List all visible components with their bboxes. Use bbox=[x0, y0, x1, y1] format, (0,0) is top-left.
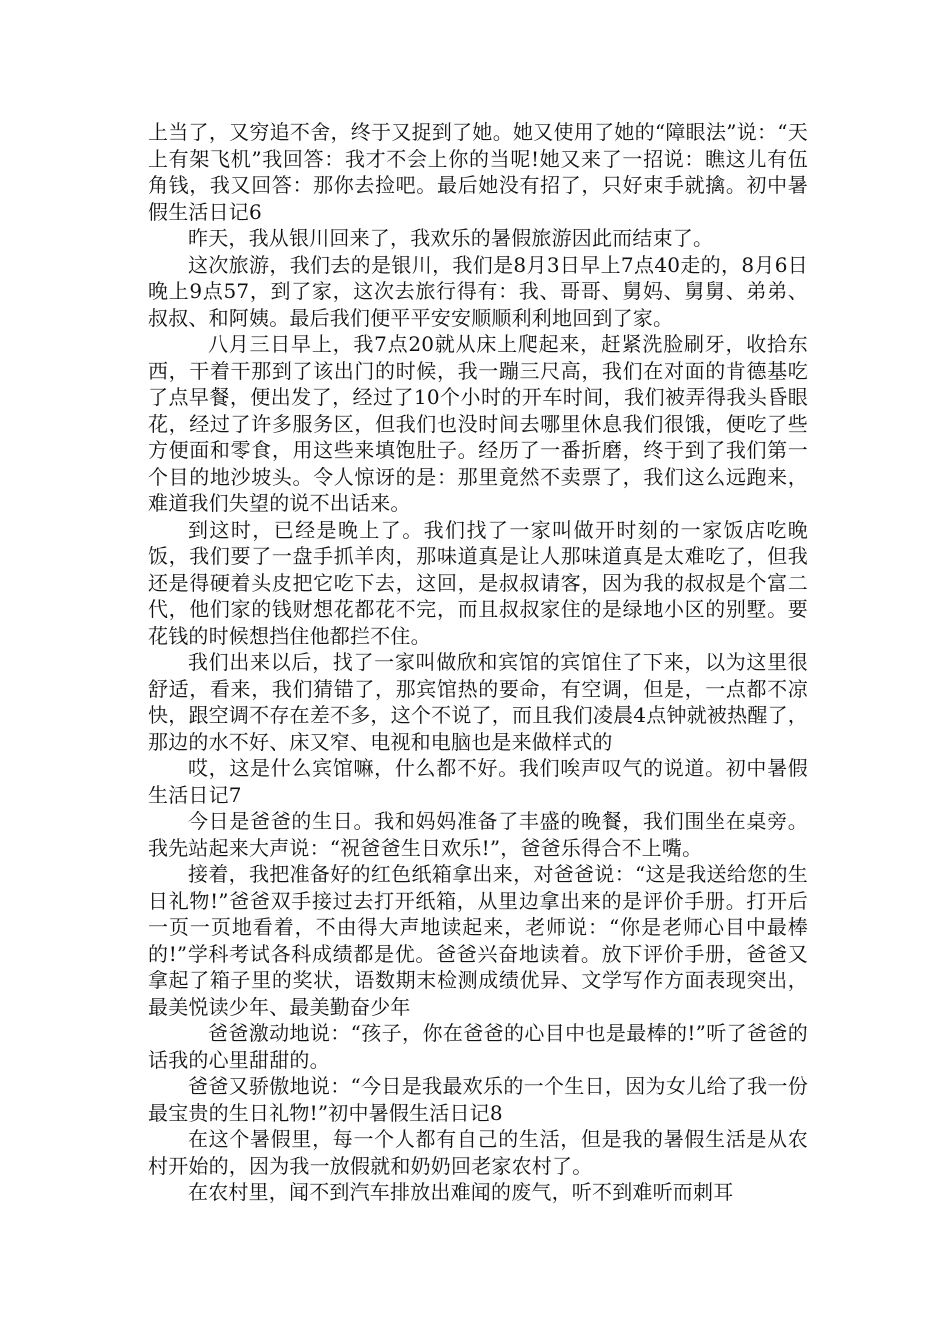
paragraph: 这次旅游，我们去的是银川，我们是8月3日早上7点40走的，8月6日晚上9点57，到了家，这次去旅行得有：我、哥哥、舅妈、舅舅、弟弟、叔叔、和阿姨。最后我们便平平安安顺顺利利地回到了家。 bbox=[148, 252, 808, 330]
paragraph: 爸爸激动地说：“孩子，你在爸爸的心目中也是最棒的!”听了爸爸的话我的心里甜甜的。 bbox=[148, 1021, 808, 1072]
paragraph: 在这个暑假里，每一个人都有自己的生活，但是我的暑假生活是从农村开始的，因为我一放假就和奶奶回老家农村了。 bbox=[148, 1127, 808, 1178]
paragraph: 八月三日早上，我7点20就从床上爬起来，赶紧洗脸刷牙，收拾东西，干着干那到了该出门的时候，我一蹦三尺高，我们在对面的肯德基吃了点早餐，便出发了，经过了10个小时的开车时间，我们被弄得我头昏眼花，经过了许多服务区，但我们也没时间去哪里休息我们很饿，便吃了些方便面和零食，用这些来填饱肚子。经历了一番折磨，终于到了我们第一个目的地沙坡头。令人惊讶的是：那里竟然不卖票了，我们这么远跑来，难道我们失望的说不出话来。 bbox=[148, 332, 808, 515]
paragraph: 昨天，我从银川回来了，我欢乐的暑假旅游因此而结束了。 bbox=[188, 226, 714, 250]
paragraph: 爸爸又骄傲地说：“今日是我最欢乐的一个生日，因为女儿给了我一份最宝贵的生日礼物!”初中暑假生活日记8 bbox=[148, 1074, 808, 1125]
paragraph: 到这时，已经是晚上了。我们找了一家叫做开时刻的一家饭店吃晚饭，我们要了一盘手抓羊肉，那味道真是让人那味道真是太难吃了，但我还是得硬着头皮把它吃下去，这回，是叔叔请客，因为我的叔叔是个富二代，他们家的钱财想花都花不完，而且叔叔家住的是绿地小区的别墅。要花钱的时候想挡住他都拦不住。 bbox=[148, 517, 808, 648]
paragraph: 接着，我把准备好的红色纸箱拿出来，对爸爸说：“这是我送给您的生日礼物!”爸爸双手接过去打开纸箱，从里边拿出来的是评价手册。打开后一页一页地看着，不由得大声地读起来，老师说：“你是老师心目中最棒的!”学科考试各科成绩都是优。爸爸兴奋地读着。放下评价手册，爸爸又拿起了箱子里的奖状，语数期末检测成绩优异、文学写作方面表现突出，最美悦读少年、最美勤奋少年 bbox=[148, 862, 808, 1019]
paragraph: 哎，这是什么宾馆嘛，什么都不好。我们唉声叹气的说道。初中暑假生活日记7 bbox=[148, 756, 808, 807]
paragraph: 在农村里，闻不到汽车排放出难闻的废气，听不到难听而刺耳 bbox=[188, 1180, 734, 1204]
paragraph: 我们出来以后，找了一家叫做欣和宾馆的宾馆住了下来，以为这里很舒适，看来，我们猜错了，那宾馆热的要命，有空调，但是，一点都不凉快，跟空调不存在差不多，这个不说了，而且我们凌晨4点钟就被热醒了，那边的水不好、床又窄、电视和电脑也是来做样式的 bbox=[148, 650, 808, 754]
document-body bbox=[148, 119, 808, 1206]
paragraph: 今日是爸爸的生日。我和妈妈准备了丰盛的晚餐，我们围坐在桌旁。我先站起来大声说：“祝爸爸生日欢乐!”，爸爸乐得合不上嘴。 bbox=[148, 809, 808, 860]
paragraph: 上当了，又穷追不舍，终于又捉到了她。她又使用了她的“障眼法”说：“天上有架飞机”我回答：我才不会上你的当呢!她又来了一招说：瞧这儿有伍角钱，我又回答：那你去捡吧。最后她没有招了，只好束手就擒。初中暑假生活日记6 bbox=[148, 120, 808, 224]
